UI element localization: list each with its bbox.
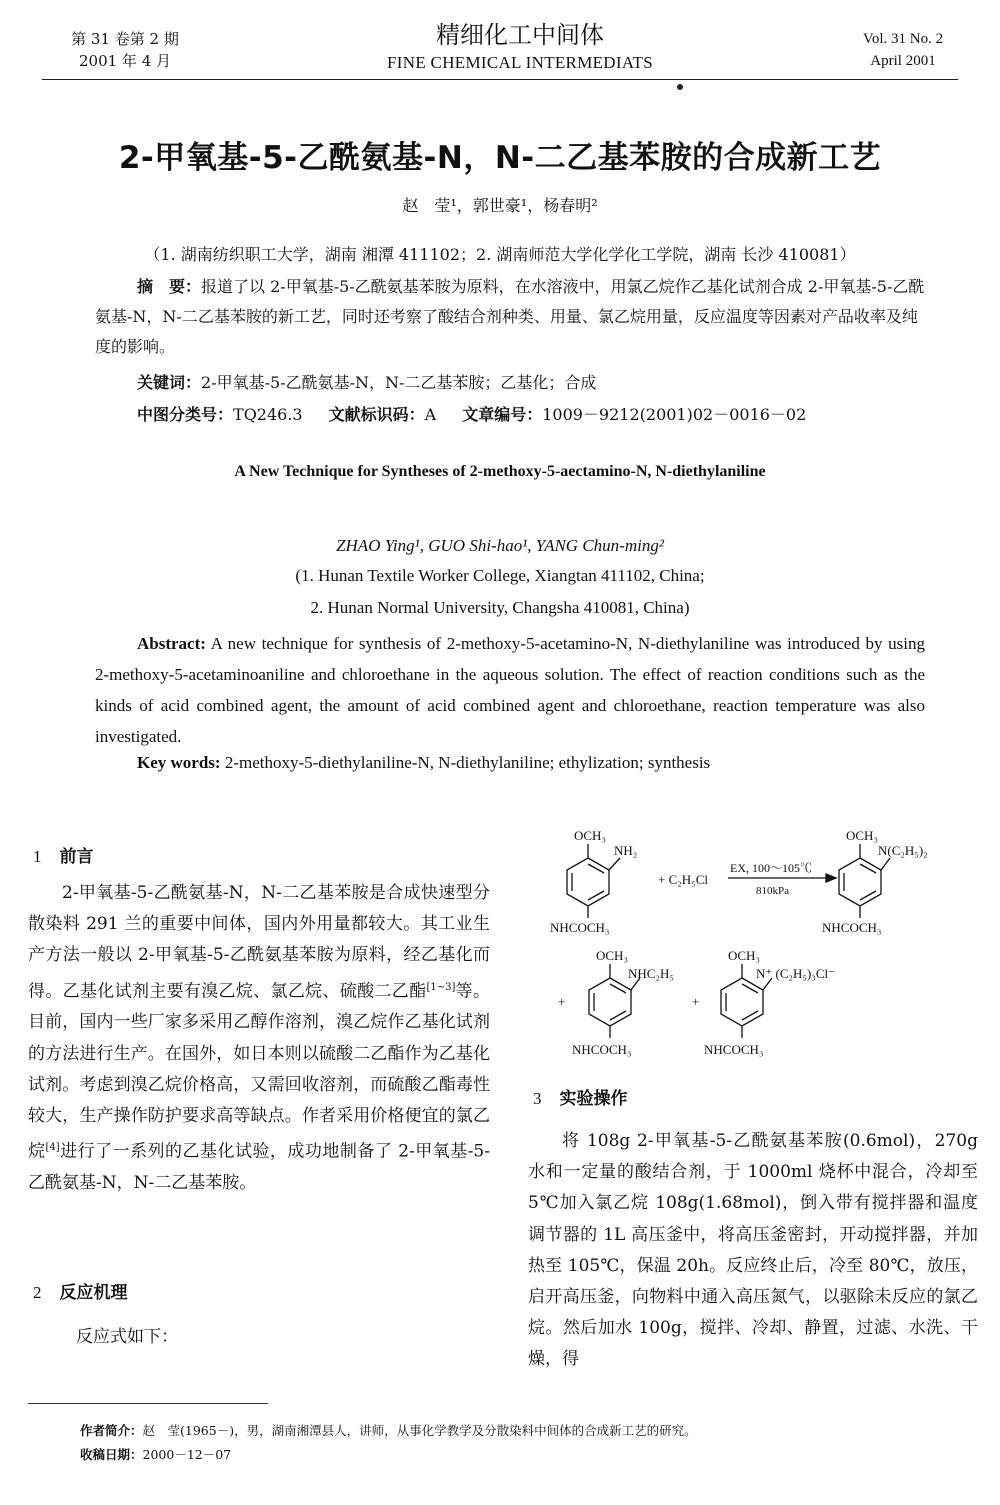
- product1-diethylamino: N(C₂H₅)₂: [878, 843, 928, 858]
- section-2-heading: [33, 1278, 128, 1303]
- clc-value: TQ246.3: [233, 405, 303, 424]
- reagent-chloroethane: + C₂H₅Cl: [658, 872, 708, 887]
- doc-code-value: A: [424, 405, 437, 424]
- header-date-en: April 2001: [870, 53, 936, 69]
- header-rule: [42, 79, 958, 80]
- reaction-arrow: [728, 874, 836, 882]
- citation-1-3: [1~3]: [426, 981, 456, 993]
- section-3-heading: [533, 1084, 628, 1109]
- section-1-body: [28, 878, 490, 1199]
- section-3-text: 将 108g 2-甲氧基-5-乙酰氨基苯胺(0.6mol)，270g 水和一定量的酸结合剂，于 1000ml 烧杯中混合，冷却至 5℃加入氯乙烷 108g(1.68mol)，倒入带有搅拌器和温度调节器的 1L 高压釜中，将高压釜密封，开动搅拌器，并加热至 105℃，保温 20h。反应终止后，冷至 80℃，放压，启开高压釜，向物料中通入高压氮气，以驱除未反应的氯乙烷。然后加水 100g，搅拌、冷却、静置，过滤、水洗、干燥，得: [528, 1131, 978, 1370]
- section-3-number: 3: [533, 1089, 542, 1108]
- plus-sign-2: +: [692, 994, 700, 1009]
- journal-name-en: FINE CHEMICAL INTERMEDIATS: [387, 53, 653, 72]
- affiliation-en-2: 2. Hunan Normal University, Changsha 410081, China): [310, 598, 690, 617]
- paper-title-cn: 2-甲氧基-5-乙酰氨基-N，N-二乙基苯胺的合成新工艺: [118, 140, 882, 176]
- reaction-condition-temp: EX, 100～105℃: [730, 861, 812, 875]
- product2-ethylamino: NHC₂H₅: [628, 966, 674, 981]
- affiliation-cn: （1. 湖南纺织职工大学，湖南 湘潭 411102；2. 湖南师范大学化学化工学院，湖南 长沙 410081）: [144, 245, 856, 264]
- plus-sign-1: +: [558, 994, 566, 1009]
- author-bio-text: 赵 莹(1965－)，男，湖南湘潭县人，讲师，从事化学教学及分散染料中间体的合成新工艺的研究。: [142, 1423, 697, 1438]
- article-id-label: 文章编号：: [462, 405, 543, 424]
- header-date-cn: 2001 年 4 月: [78, 52, 172, 70]
- product3-ammonium: N⁺ (C₂H₅)₃Cl⁻: [756, 966, 835, 981]
- section-2-title: 反应机理: [59, 1283, 128, 1303]
- section-2-text: 反应式如下：: [76, 1327, 178, 1347]
- header-journal: [330, 20, 710, 76]
- section-3-title: 实验操作: [559, 1089, 628, 1109]
- header-issue-en: [848, 28, 958, 72]
- reactant-nhcoch3: NHCOCH₃: [550, 920, 610, 935]
- abstract-en: [95, 628, 925, 752]
- footnote-rule: [28, 1403, 268, 1404]
- section-1-text-b: 等。目前，国内一些厂家多采用乙醇作溶剂，溴乙烷作乙基化试剂的方法进行生产。在国外，如日本则以硫酸二乙酯作为乙基化试剂。考虑到溴乙烷价格高，又需回收溶剂，而硫酸乙酯毒性较大，生产操作防护要求高等缺点。作者采用价格便宜的氯乙烷: [28, 981, 491, 1162]
- keywords-en-label: Key words:: [137, 753, 221, 772]
- received-date-value: 2000－12－07: [142, 1447, 232, 1462]
- abstract-cn-text: 报道了以 2-甲氧基-5-乙酰氨基苯胺为原料，在水溶液中，用氯乙烷作乙基化试剂合成 2-甲氧基-5-乙酰氨基-N，N-二乙基苯胺的新工艺，同时还考察了酸结合剂种类、用量、氯乙烷用量，反应温度等因素对产品收率及纯度的影响。: [95, 277, 925, 356]
- affiliation-en-1: (1. Hunan Textile Worker College, Xiangtan 411102, China;: [295, 566, 705, 585]
- abstract-en-label: Abstract:: [137, 634, 206, 653]
- footnote-author-bio: [80, 1420, 940, 1442]
- keywords-cn-text: 2-甲氧基-5-乙酰氨基-N，N-二乙基苯胺；乙基化；合成: [201, 373, 597, 392]
- citation-4: [4]: [45, 1142, 60, 1154]
- paper-title-en: A New Technique for Syntheses of 2-methoxy-5-aectamino-N, N-diethylaniline: [234, 463, 766, 480]
- author-bio-label: 作者简介：: [80, 1423, 143, 1438]
- section-1-text-a: 2-甲氧基-5-乙酰氨基-N，N-二乙基苯胺是合成快速型分散染料 291 兰的重要中间体，国内外用量都较大。其工业生产方法一般以 2-甲氧基-5-乙酰氨基苯胺为原料，经乙基化而得。乙基化试剂主要有溴乙烷、氯乙烷、硫酸二乙酯: [28, 883, 490, 1002]
- header-dot: [677, 84, 683, 90]
- journal-name-cn: 精细化工中间体: [436, 21, 604, 49]
- product2-och3: OCH₃: [596, 948, 628, 963]
- product3-och3: OCH₃: [728, 948, 760, 963]
- abstract-en-text: A new technique for synthesis of 2-methoxy-5-acetamino-N, N-diethylaniline was introduced by using 2-methoxy-5-acetaminoaniline and chloroethane in the aqueous solution. The effect of reaction conditions such as the kinds of acid combined agent, the amount of acid combined agent and chloroethane, reaction temperature was also investigated.: [95, 634, 925, 746]
- header-volume-cn: 第 31 卷第 2 期: [71, 30, 179, 48]
- keywords-en: [137, 753, 927, 773]
- keywords-en-text: 2-methoxy-5-diethylaniline-N, N-diethylaniline; ethylization; synthesis: [220, 753, 711, 772]
- keywords-cn-label: 关键词：: [137, 373, 202, 392]
- abstract-cn-label: 摘 要：: [137, 277, 202, 296]
- section-1-number: 1: [33, 847, 42, 866]
- reactant-nh2: NH₂: [614, 843, 638, 858]
- received-date-label: 收稿日期：: [80, 1447, 143, 1462]
- reactant-och3: OCH₃: [574, 828, 606, 843]
- keywords-cn: [137, 368, 927, 398]
- section-2-number: 2: [33, 1283, 42, 1302]
- clc-label: 中图分类号：: [137, 405, 234, 424]
- authors-cn: 赵 莹¹，郭世豪¹，杨春明²: [402, 196, 598, 215]
- section-1-heading: [33, 842, 94, 867]
- doc-code-label: 文献标识码：: [328, 405, 425, 424]
- product3-nhcoch3: NHCOCH₃: [704, 1042, 764, 1057]
- footnote-received-date: [80, 1444, 940, 1466]
- reactant-ring: [567, 844, 620, 918]
- section-1-text-c: 进行了一系列的乙基化试验，成功地制备了 2-甲氧基-5-乙酰氨基-N，N-二乙基苯胺。: [28, 1141, 490, 1194]
- header-volume-en: Vol. 31 No. 2: [862, 31, 944, 47]
- header-issue-cn: [60, 28, 190, 72]
- abstract-cn: [95, 272, 925, 362]
- product1-nhcoch3: NHCOCH₃: [822, 920, 882, 935]
- reaction-scheme: [530, 818, 980, 1068]
- reaction-condition-pressure: 810kPa: [756, 885, 789, 897]
- article-id-value: 1009－9212(2001)02－0016－02: [542, 405, 807, 424]
- authors-en: ZHAO Ying¹, GUO Shi-hao¹, YANG Chun-ming²: [336, 536, 664, 555]
- classification-cn: [137, 400, 927, 430]
- section-1-title: 前言: [59, 847, 94, 867]
- product2-nhcoch3: NHCOCH₃: [572, 1042, 632, 1057]
- product1-och3: OCH₃: [846, 828, 878, 843]
